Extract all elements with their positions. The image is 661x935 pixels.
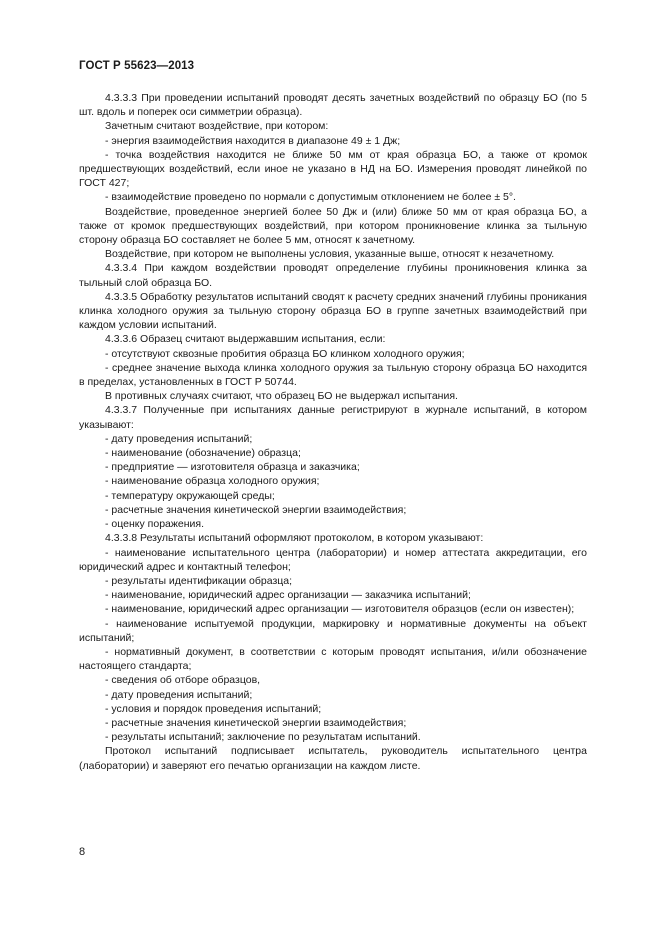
page-number: 8 — [79, 846, 86, 858]
paragraph: 4.3.3.7 Полученные при испытаниях данные регистрируют в журнале испытаний, в котором указывают: — [79, 404, 587, 431]
list-item: - наименование (обозначение) образца; — [105, 447, 301, 460]
list-item: - взаимодействие проведено по нормали с допустимым отклонением не более ± 5°. — [105, 191, 516, 204]
paragraph: 4.3.3.8 Результаты испытаний оформляют протоколом, в котором указывают: — [105, 532, 484, 545]
list-item: - оценку поражения. — [105, 518, 205, 531]
list-item: - наименование образца холодного оружия; — [105, 475, 320, 488]
paragraph: 4.3.3.4 При каждом воздействии проводят определение глубины проникновения клинка за тыльный слой образца БО. — [79, 262, 587, 289]
list-item: - отсутствуют сквозные пробития образца БО клинком холодного оружия; — [105, 347, 465, 360]
document-body — [79, 91, 587, 773]
list-item: - нормативный документ, в соответствии с которым проводят испытания, и/или обозначение настоящего стандарта; — [79, 645, 587, 673]
paragraph: 4.3.3.5 Обработку результатов испытаний сводят к расчету средних значений глубины проникания клинка холодного оружия за тыльную сторону образца БО в группе зачетных взаимодействий при каждом условии испытаний. — [79, 290, 587, 332]
list-item: - расчетные значения кинетической энергии взаимодействия; — [105, 503, 407, 516]
list-item: - дату проведения испытаний; — [105, 432, 253, 445]
list-item: - предприятие — изготовителя образца и заказчика; — [105, 461, 360, 474]
list-item: - сведения об отборе образцов, — [105, 674, 261, 687]
list-item: - точка воздействия находится не ближе 50 мм от края образца БО, а также от кромок предшествующих воздействий, если иное не указано в НД на БО. Измерения проводят линейкой по ГОСТ 427; — [79, 148, 587, 190]
paragraph: 4.3.3.3 При проведении испытаний проводят десять зачетных воздействий по образцу БО (по 5 шт. вдоль и поперек оси симметрии образца). — [79, 92, 587, 119]
list-item: - энергия взаимодействия находится в диапазоне 49 ± 1 Дж; — [105, 134, 401, 147]
paragraph: 4.3.3.6 Образец считают выдержавшим испытания, если: — [105, 333, 386, 346]
list-item: - наименование испытуемой продукции, маркировку и нормативные документы на объект испытаний; — [79, 617, 587, 644]
paragraph: Воздействие, при котором не выполнены условия, указанные выше, относят к незачетному. — [105, 248, 555, 261]
paragraph: В противных случаях считают, что образец БО не выдержал испытания. — [105, 390, 458, 403]
paragraph: Протокол испытаний подписывает испытатель, руководитель испытательного центра (лаборатории) и заверяют его печатью организации на каждом листе. — [79, 745, 587, 772]
list-item: - наименование испытательного центра (лаборатории) и номер аттестата аккредитации, его юридический адрес и контактный телефон; — [79, 546, 587, 573]
list-item: - наименование, юридический адрес организации — изготовителя образцов (если он известен); — [105, 603, 575, 616]
paragraph: Воздействие, проведенное энергией более 50 Дж и (или) ближе 50 мм от края образца БО, а также от кромок предшествующих воздействий, при котором проникновение клинка за тыльную сторону образца БО составляет не более 5 мм, относят к зачетному. — [79, 205, 587, 247]
list-item: - дату проведения испытаний; — [105, 688, 253, 701]
list-item: - условия и порядок проведения испытаний; — [105, 702, 322, 715]
paragraph: Зачетным считают воздействие, при котором: — [105, 120, 329, 133]
document-header: ГОСТ Р 55623—2013 — [79, 60, 195, 72]
list-item: - результаты испытаний; заключение по результатам испытаний. — [105, 731, 421, 744]
list-item: - температуру окружающей среды; — [105, 489, 275, 502]
list-item: - наименование, юридический адрес организации — заказчика испытаний; — [105, 589, 471, 602]
list-item: - результаты идентификации образца; — [105, 574, 293, 587]
list-item: - среднее значение выхода клинка холодного оружия за тыльную сторону образца БО находится в пределах, установленных в ГОСТ Р 50744. — [79, 361, 587, 389]
list-item: - расчетные значения кинетической энергии взаимодействия; — [105, 716, 407, 729]
